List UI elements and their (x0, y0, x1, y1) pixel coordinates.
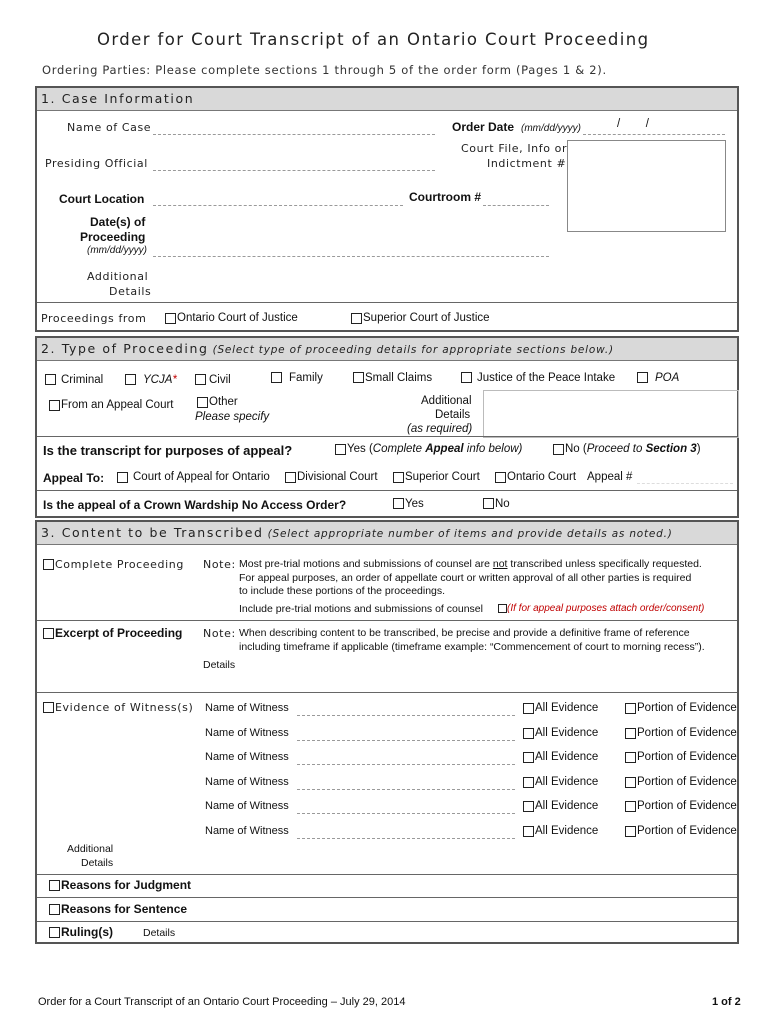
rulings-label: Ruling(s) (61, 925, 113, 939)
portion-evidence-checkbox[interactable] (625, 703, 636, 714)
name-of-case-field[interactable] (153, 134, 435, 135)
additional-details-line3: (as required) (407, 423, 473, 435)
poa-label: POA (655, 372, 680, 384)
dates-label-line1: Date(s) of (90, 215, 146, 229)
rulings-details-label: Details (143, 927, 176, 939)
crown-no-checkbox[interactable] (483, 498, 494, 509)
all-evidence-checkbox[interactable] (523, 801, 534, 812)
dates-format: (mm/dd/yyyy) (87, 245, 147, 256)
divider (37, 490, 737, 491)
complete-proceeding-checkbox[interactable] (43, 559, 54, 570)
order-date-field[interactable] (583, 134, 725, 135)
divider (37, 436, 737, 437)
witness-name-label: Name of Witness (205, 825, 289, 837)
section-note: (Select type of proceeding details for appropriate sections below.) (212, 344, 614, 356)
witness-name-label: Name of Witness (205, 726, 289, 739)
order-date-slashes: / / (617, 118, 649, 130)
portion-evidence-label: Portion of Evidence (637, 751, 737, 764)
complete-proceeding-label: Complete Proceeding (55, 558, 184, 571)
presiding-official-label: Presiding Official (45, 157, 148, 170)
additional-details-label-line2: Details (109, 285, 152, 298)
portion-evidence-checkbox[interactable] (625, 752, 636, 763)
divider (37, 921, 737, 922)
section-header (37, 338, 737, 361)
note2-line2: including timeframe if applicable (timeframe example: “Commencement of court to morning recess”). (239, 641, 705, 653)
note1-line1: Most pre-trial motions and submissions of counsel are not transcribed unless specifically requested. (239, 558, 702, 570)
evidence-of-witness-label: Evidence of Witness(s) (55, 701, 194, 714)
include-pretrial-label: Include pre-trial motions and submissions of counsel (239, 603, 483, 615)
appeal-yes-checkbox[interactable] (335, 444, 346, 455)
ycja-label: YCJA* (143, 374, 177, 386)
ontario-court-label: Ontario Court (507, 471, 577, 483)
reasons-judgment-checkbox[interactable] (49, 880, 60, 891)
presiding-official-field[interactable] (153, 170, 435, 171)
additional-details-line2: Details (435, 409, 471, 421)
rulings-checkbox[interactable] (49, 927, 60, 938)
witness-name-label: Name of Witness (205, 702, 289, 714)
section-title: 2. Type of Proceeding (41, 341, 209, 356)
dates-label-line2: Proceeding (80, 230, 146, 244)
divisional-court-checkbox[interactable] (285, 472, 296, 483)
section-content-to-be-transcribed (35, 520, 739, 944)
all-evidence-checkbox[interactable] (523, 752, 534, 763)
divider (37, 874, 737, 875)
section-note: (Select appropriate number of items and provide details as noted.) (267, 528, 673, 540)
footer-text: Order for a Court Transcript of an Ontario Court Proceeding – July 29, 2014 (38, 996, 406, 1008)
witness-name-field[interactable] (297, 715, 515, 716)
portion-evidence-checkbox[interactable] (625, 728, 636, 739)
order-date-label: Order Date (452, 120, 515, 134)
superior-court-justice-label: Superior Court of Justice (363, 312, 490, 324)
superior-court-label: Superior Court (405, 471, 480, 483)
all-evidence-checkbox[interactable] (523, 728, 534, 739)
court-of-appeal-checkbox[interactable] (117, 472, 128, 483)
courtroom-label: Courtroom # (409, 190, 481, 204)
civil-label: Civil (209, 374, 231, 386)
ontario-court-justice-label: Ontario Court of Justice (177, 312, 298, 324)
criminal-label: Criminal (61, 374, 104, 386)
all-evidence-label: All Evidence (535, 775, 599, 788)
witness-name-field[interactable] (297, 789, 515, 790)
reasons-sentence-label: Reasons for Sentence (61, 902, 188, 916)
section-header (37, 88, 737, 111)
portion-evidence-checkbox[interactable] (625, 826, 636, 837)
civil-checkbox[interactable] (195, 374, 206, 385)
note1-line3: to include these portions of the proceedings. (239, 585, 446, 597)
additional-details-line1: Additional (67, 843, 114, 855)
all-evidence-label: All Evidence (535, 825, 599, 837)
witness-name-label: Name of Witness (205, 800, 289, 813)
witness-name-label: Name of Witness (205, 751, 289, 764)
all-evidence-label: All Evidence (535, 751, 599, 764)
note-label: Note: (203, 558, 236, 571)
include-pretrial-note: (If for appeal purposes attach order/consent) (507, 603, 705, 614)
appeal-question: Is the transcript for purposes of appeal? (43, 443, 293, 458)
jp-intake-label: Justice of the Peace Intake (477, 372, 616, 384)
excerpt-label: Excerpt of Proceeding (55, 626, 183, 640)
small-claims-label: Small Claims (365, 372, 433, 384)
portion-evidence-label: Portion of Evidence (637, 702, 737, 714)
additional-details-input-box[interactable] (483, 390, 739, 438)
crown-yes-label: Yes (405, 498, 424, 510)
section-title: 1. Case Information (41, 91, 195, 106)
portion-evidence-label: Portion of Evidence (637, 825, 737, 837)
portion-evidence-checkbox[interactable] (625, 777, 636, 788)
jp-intake-checkbox[interactable] (461, 372, 472, 383)
portion-evidence-label: Portion of Evidence (637, 726, 737, 739)
court-file-label-line2: Indictment # (487, 157, 567, 170)
all-evidence-label: All Evidence (535, 702, 599, 714)
all-evidence-label: All Evidence (535, 726, 599, 739)
witness-name-field[interactable] (297, 838, 515, 839)
excerpt-details-label: Details (203, 659, 236, 671)
additional-details-label-line1: Additional (87, 270, 149, 283)
all-evidence-checkbox[interactable] (523, 777, 534, 788)
divider (37, 302, 737, 303)
appeal-number-label: Appeal # (587, 471, 633, 483)
ycja-checkbox[interactable] (125, 374, 136, 385)
court-location-label: Court Location (59, 192, 145, 206)
court-location-field[interactable] (153, 205, 403, 206)
ontario-court-justice-checkbox[interactable] (165, 313, 176, 324)
reasons-sentence-checkbox[interactable] (49, 904, 60, 915)
witness-name-field[interactable] (297, 764, 515, 765)
other-checkbox[interactable] (197, 397, 208, 408)
superior-court-justice-checkbox[interactable] (351, 313, 362, 324)
form-title: Order for Court Transcript of an Ontario Court Proceeding (97, 30, 650, 49)
appeal-no-checkbox[interactable] (553, 444, 564, 455)
witness-name-field[interactable] (297, 813, 515, 814)
small-claims-checkbox[interactable] (353, 372, 364, 383)
evidence-of-witness-checkbox[interactable] (43, 702, 54, 713)
note2-line1: When describing content to be transcribed, be precise and provide a definitive frame of reference (239, 627, 690, 639)
court-file-input-box[interactable] (567, 140, 726, 232)
family-checkbox[interactable] (271, 372, 282, 383)
note1-line2: For appeal purposes, an order of appellate court or written approval of all other parties is required (239, 572, 692, 584)
divisional-court-label: Divisional Court (297, 471, 378, 483)
witness-name-label: Name of Witness (205, 775, 289, 788)
divider (37, 897, 737, 898)
form-subtitle: Ordering Parties: Please complete sections 1 through 5 of the order form (Pages 1 & 2). (42, 63, 607, 77)
court-of-appeal-label: Court of Appeal for Ontario (133, 471, 270, 483)
section-title: 3. Content to be Transcribed (41, 525, 264, 540)
courtroom-field[interactable] (483, 205, 549, 206)
all-evidence-label: All Evidence (535, 800, 599, 813)
all-evidence-checkbox[interactable] (523, 826, 534, 837)
poa-checkbox[interactable] (637, 372, 648, 383)
appeal-number-field[interactable] (637, 483, 733, 484)
crown-no-label: No (495, 498, 510, 510)
include-pretrial-checkbox[interactable] (498, 604, 507, 613)
appeal-to-label: Appeal To: (43, 471, 105, 485)
ontario-court-checkbox[interactable] (495, 472, 506, 483)
note-label: Note: (203, 627, 236, 640)
section-case-information (35, 86, 739, 332)
excerpt-checkbox[interactable] (43, 628, 54, 639)
crown-wardship-question: Is the appeal of a Crown Wardship No Access Order? (43, 498, 347, 512)
portion-evidence-label: Portion of Evidence (637, 775, 737, 788)
section-type-of-proceeding (35, 336, 739, 518)
portion-evidence-label: Portion of Evidence (637, 800, 737, 813)
from-appeal-court-checkbox[interactable] (49, 400, 60, 411)
divider (37, 620, 737, 621)
superior-court-checkbox[interactable] (393, 472, 404, 483)
all-evidence-checkbox[interactable] (523, 703, 534, 714)
order-date-format: (mm/dd/yyyy) (521, 123, 581, 134)
crown-yes-checkbox[interactable] (393, 498, 404, 509)
reasons-judgment-label: Reasons for Judgment (61, 878, 192, 892)
portion-evidence-checkbox[interactable] (625, 801, 636, 812)
appeal-no-label: No (Proceed to Section 3) (565, 443, 701, 455)
witness-name-field[interactable] (297, 740, 515, 741)
proceedings-from-label: Proceedings from (41, 312, 147, 325)
additional-details-line2: Details (81, 857, 114, 869)
court-file-label-line1: Court File, Info or (461, 142, 568, 155)
other-label: Other (209, 396, 238, 408)
page-number: 1 of 2 (712, 996, 741, 1008)
name-of-case-label: Name of Case (67, 121, 152, 134)
criminal-checkbox[interactable] (45, 374, 56, 385)
appeal-yes-label: Yes (Complete Appeal info below) (347, 443, 523, 455)
divider (37, 692, 737, 693)
family-label: Family (289, 372, 323, 384)
from-appeal-court-label: From an Appeal Court (61, 399, 174, 411)
please-specify-label: Please specify (195, 411, 270, 423)
section-header (37, 522, 737, 545)
dates-of-proceeding-field[interactable] (153, 256, 549, 257)
additional-details-line1: Additional (421, 395, 472, 407)
